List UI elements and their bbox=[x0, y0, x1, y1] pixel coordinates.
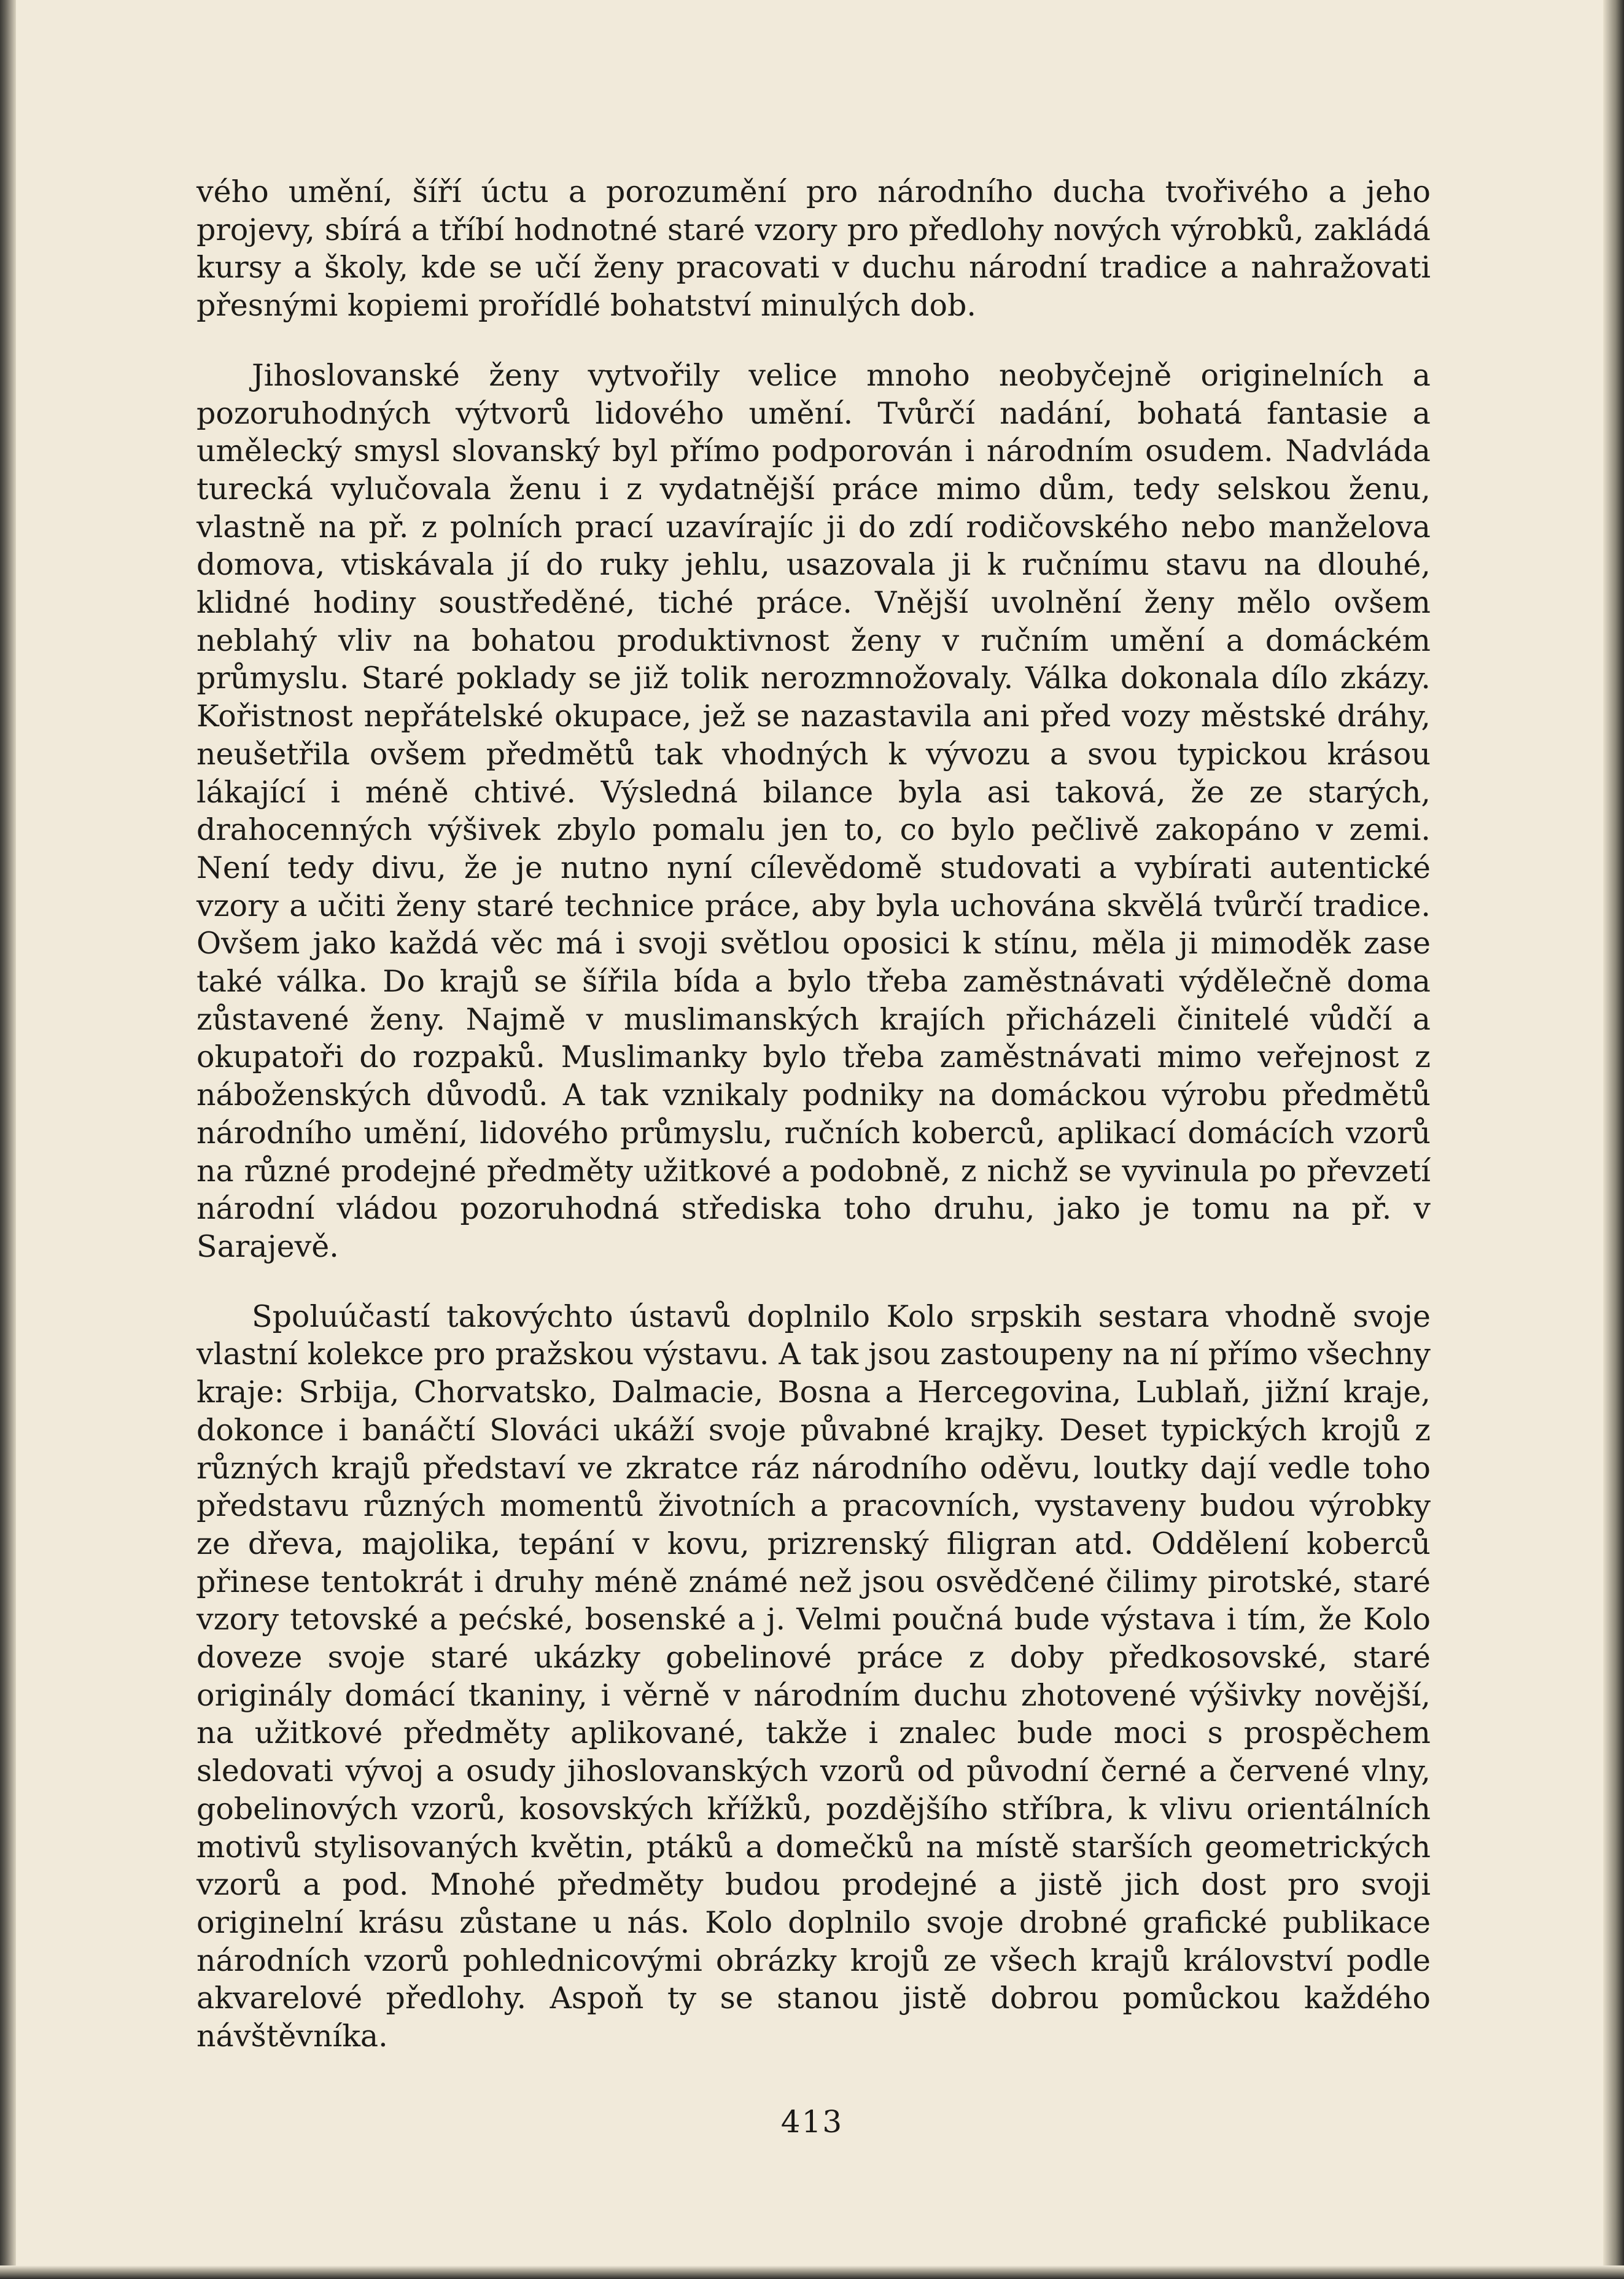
paragraph-spoluucasti: Spoluúčastí takovýchto ústavů doplnilo Kolo srpskih sestara vhodně svoje vlastní kolekce pro pražskou výstavu. A tak jsou zastoupeny na ní přímo všechny kraje: Srbija, Chorvatsko, Dalmacie, Bosna a Hercegovina, Lublaň, jižní kraje, dokonce i banáčtí Slováci ukáží svoje půvabné krajky. Deset typických krojů z různých krajů představí ve zkratce ráz národního oděvu, loutky dají vedle toho představu různých momentů životních a pracovních, vystaveny budou výrobky ze dřeva, majolika, tepání v kovu, prizrenský filigran atd. Oddělení koberců přinese tentokrát i druhy méně známé než jsou osvědčené čilimy pirotské, staré vzory tetovské a pećské, bosenské a j. Velmi poučná bude výstava i tím, že Kolo doveze svoje staré ukázky gobelinové práce z doby předkosovské, staré originály domácí tkaniny, i věrně v národním duchu zhotovené výšivky novější, na užitkové předměty aplikované, takže i znalec bude moci s prospěchem sledovati vývoj a osudy jihoslovanských vzorů od původní černé a červené vlny, gobelinových vzorů, kosovských křížků, pozdějšího stříbra, k vlivu orientálních motivů stylisovaných květin, ptáků a domečků na místě starších geometrických vzorů a pod. Mnohé předměty budou prodejné a jistě jich dost pro svoji originelní krásu zůstane u nás. Kolo doplnilo svoje drobné grafické publikace národních vzorů pohlednicovými obrázky krojů ze všech krajů království podle akvarelové předlohy. Aspoň ty se stanou jistě dobrou pomůckou každého návštěvníka. bbox=[196, 1299, 1431, 2054]
paragraph-jihoslovanske-zeny: Jihoslovanské ženy vytvořily velice mnoho neobyčejně originelních a pozoruhodných výtvorů lidového umění. Tvůrčí nadání, bohatá fantasie a umělecký smysl slovanský byl přímo podporován i národním osudem. Nadvláda turecká vylučovala ženu i z vydatnější práce mimo dům, tedy selskou ženu, vlastně na př. z polních prací uzavírajíc ji do zdí rodičovského nebo manželova domova, vtiskávala jí do ruky jehlu, usazovala ji k ručnímu stavu na dlouhé, klidné hodiny soustředěné, tiché práce. Vnější uvolnění ženy mělo ovšem neblahý vliv na bohatou produktivnost ženy v ručním umění a domáckém průmyslu. Staré poklady se již tolik nerozmnožovaly. Válka dokonala dílo zkázy. Kořistnost nepřátelské okupace, jež se nazastavila ani před vozy městské dráhy, neušetřila ovšem předmětů tak vhodných k vývozu a svou typickou krásou lákající i méně chtivé. Výsledná bilance byla asi taková, že ze starých, drahocenných výšivek zbylo pomalu jen to, co bylo pečlivě zakopáno v zemi. Není tedy divu, že je nutno nyní cílevědomě studovati a vybírati autentické vzory a učiti ženy staré technice práce, aby byla uchována skvělá tvůrčí tradice. Ovšem jako každá věc má i svoji světlou oposici k stínu, měla ji mimoděk zase také válka. Do krajů se šířila bída a bylo třeba zaměstnávati výdělečně doma zůstavené ženy. Najmě v muslimanských krajích přicházeli činitelé vůdčí a okupatoři do rozpaků. Muslimanky bylo třeba zaměstnávati mimo veřejnost z náboženských důvodů. A tak vznikaly podniky na domáckou výrobu předmětů národního umění, lidového průmyslu, ručních koberců, aplikací domácích vzorů na různé prodejné předměty užitkové a podobně, z nichž se vyvinula po převzetí národní vládou pozoruhodná střediska toho druhu, jako je tomu na př. v Sarajevě. bbox=[196, 357, 1431, 1264]
page-edge-bottom bbox=[0, 2265, 1624, 2279]
page-number: 413 bbox=[780, 2104, 844, 2140]
paragraph-continued: vého umění, šíří úctu a porozumění pro národního ducha tvořivého a jeho projevy, sbírá a tříbí hodnotné staré vzory pro předlohy nových výrobků, zakládá kursy a školy, kde se učí ženy pracovati v duchu národní tradice a nahražovati přesnými kopiemi prořídlé bohatství minulých dob. bbox=[196, 174, 1431, 324]
page-edge-left bbox=[0, 0, 16, 2279]
body-text bbox=[196, 173, 1431, 2056]
page-edge-right bbox=[1603, 0, 1624, 2279]
